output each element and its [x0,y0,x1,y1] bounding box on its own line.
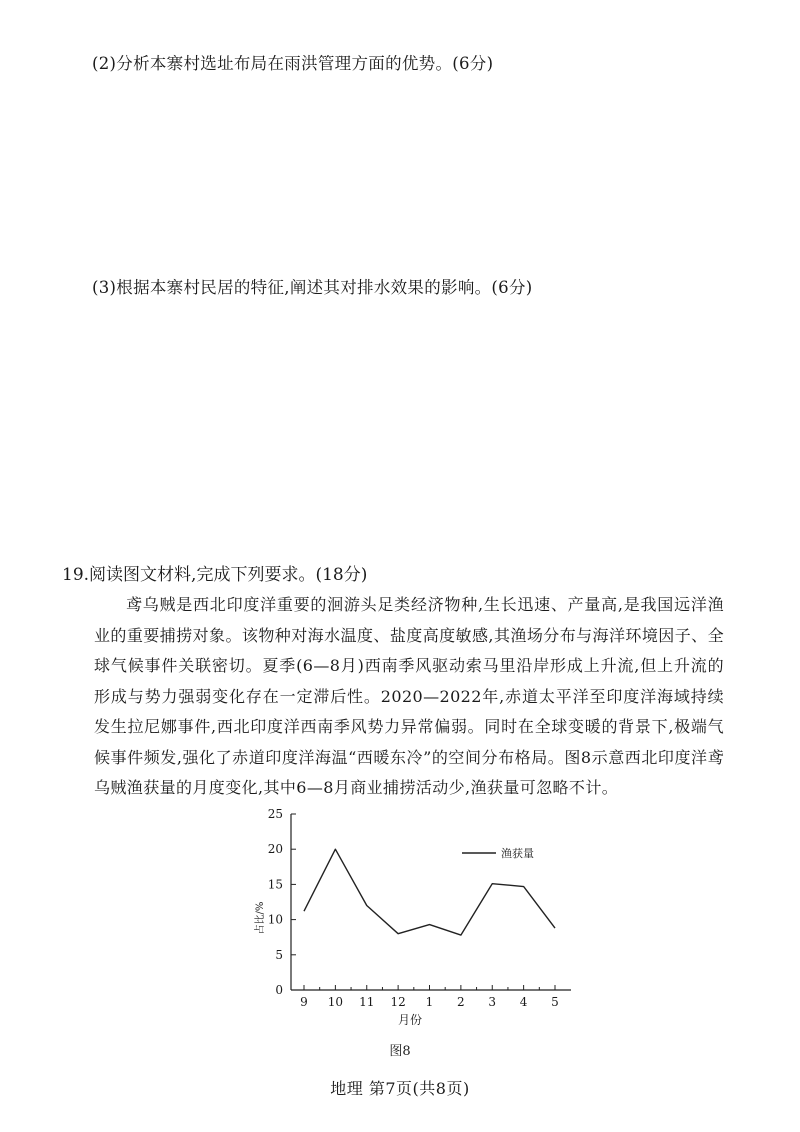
y-tick-label: 10 [267,912,283,927]
chart-legend [462,846,534,860]
x-tick-label: 1 [425,995,434,1009]
x-axis-ticks [300,985,559,1009]
x-tick-label: 10 [327,995,344,1009]
question-19-title: 19.阅读图文材料,完成下列要求。(18分) [62,565,368,585]
x-tick-label: 12 [390,995,406,1009]
x-tick-label: 5 [551,995,559,1009]
x-tick-label: 9 [300,995,308,1009]
question-3: (3)根据本寨村民居的特征,阐述其对排水效果的影响。(6分) [92,278,533,297]
legend-label: 渔获量 [501,847,534,860]
y-axis-label: 占比/% [255,901,266,935]
y-tick-label: 20 [267,842,283,857]
page-footer: 地理 第7页(共8页) [330,1079,470,1098]
chart-axes [291,814,571,990]
y-tick-label: 0 [275,983,283,997]
series-line-catch [304,849,555,935]
x-tick-label: 2 [457,995,465,1009]
y-tick-label: 5 [275,947,283,962]
x-tick-label: 4 [519,995,528,1009]
x-axis-label: 月份 [397,1013,423,1027]
question-19-material: 鸢乌贼是西北印度洋重要的洄游头足类经济物种,生长迅速、产量高,是我国远洋渔业的重要捕捞对象。该物种对海水温度、盐度高度敏感,其渔场分布与海洋环境因子、全球气候事件关联密切。夏季(6—8月)西南季风驱动索马里沿岸形成上升流,但上升流的形成与势力强弱变化存在一定滞后性。2020—2022年,赤道太平洋至印度洋海域持续发生拉尼娜事件,西北印度洋西南季风势力异常偏弱。同时在全球变暖的背景下,极端气候事件频发,强化了赤道印度洋海温“西暖东冷”的空间分布格局。图8示意西北印度洋鸢乌贼渔获量的月度变化,其中6—8月商业捕捞活动少,渔获量可忽略不计。 [94,595,724,797]
y-axis-ticks [268,807,296,997]
x-tick-label: 3 [488,995,497,1009]
question-2: (2)分析本寨村选址布局在雨洪管理方面的优势。(6分) [92,54,494,73]
y-tick-label: 25 [267,807,283,821]
chart-series [304,849,555,935]
figure-caption: 图8 [389,1044,411,1059]
catch-chart [240,800,580,1036]
y-tick-label: 15 [267,877,283,892]
x-tick-label: 11 [359,995,375,1009]
